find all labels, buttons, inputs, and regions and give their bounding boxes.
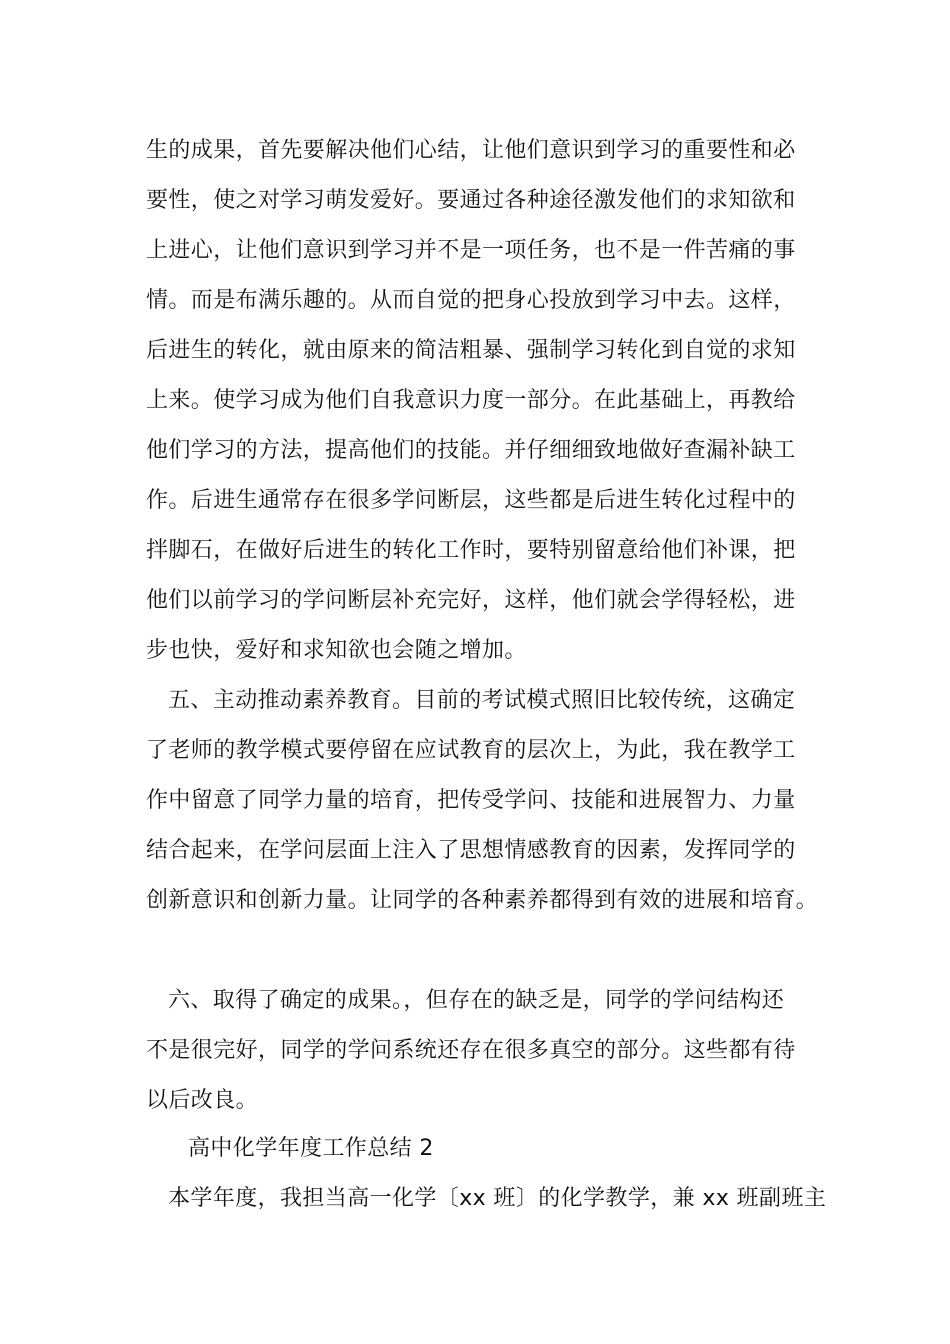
paragraph-line: 要性，使之对学习萌发爱好。要通过各种途径激发他们的求知欲和 [146, 188, 796, 213]
paragraph-line: 结合起来，在学问层面上注入了思想情感教育的因素，发挥同学的 [146, 838, 796, 863]
section-six-heading-line: 六、取得了确定的成果。，但存在的缺乏是，同学的学问结构还 [168, 988, 785, 1013]
paragraph-line: 他们以前学习的学问断层补充完好，这样，他们就会学得轻松，进 [146, 588, 796, 613]
paragraph-line: 上来。使学习成为他们自我意识力度一部分。在此基础上，再教给 [146, 388, 796, 413]
paragraph-line: 作。后进生通常存在很多学问断层，这些都是后进生转化过程中的 [146, 488, 796, 513]
paragraph-line: 本学年度，我担当高一化学〔xx 班〕的化学教学，兼 xx 班副班主 [168, 1186, 827, 1211]
section-five-heading-line: 五、主动推动素养教育。目前的考试模式照旧比较传统，这确定 [168, 688, 796, 713]
paragraph-line: 步也快，爱好和求知欲也会随之增加。 [146, 638, 527, 663]
paragraph-line: 后进生的转化，就由原来的简洁粗暴、强制学习转化到自觉的求知 [146, 338, 796, 363]
document-subtitle: 高中化学年度工作总结 2 [188, 1136, 434, 1161]
paragraph-line: 了老师的教学模式要停留在应试教育的层次上，为此，我在教学工 [146, 738, 796, 763]
paragraph-line: 他们学习的方法，提高他们的技能。并仔细细致地做好查漏补缺工 [146, 438, 796, 463]
paragraph-line: 以后改良。 [146, 1088, 259, 1113]
paragraph-line: 不是很完好，同学的学问系统还存在很多真空的部分。这些都有待 [146, 1038, 796, 1063]
paragraph-line: 上进心，让他们意识到学习并不是一项任务，也不是一件苦痛的事 [146, 238, 796, 263]
paragraph-line: 创新意识和创新力量。让同学的各种素养都得到有效的进展和培育。 [146, 888, 819, 913]
paragraph-line: 拌脚石，在做好后进生的转化工作时，要特别留意给他们补课，把 [146, 538, 796, 563]
paragraph-line: 作中留意了同学力量的培育，把传受学问、技能和进展智力、力量 [146, 788, 796, 813]
paragraph-line: 情。而是布满乐趣的。从而自觉的把身心投放到学习中去。这样， [146, 288, 796, 313]
paragraph-line: 生的成果，首先要解决他们心结，让他们意识到学习的重要性和必 [146, 138, 796, 163]
